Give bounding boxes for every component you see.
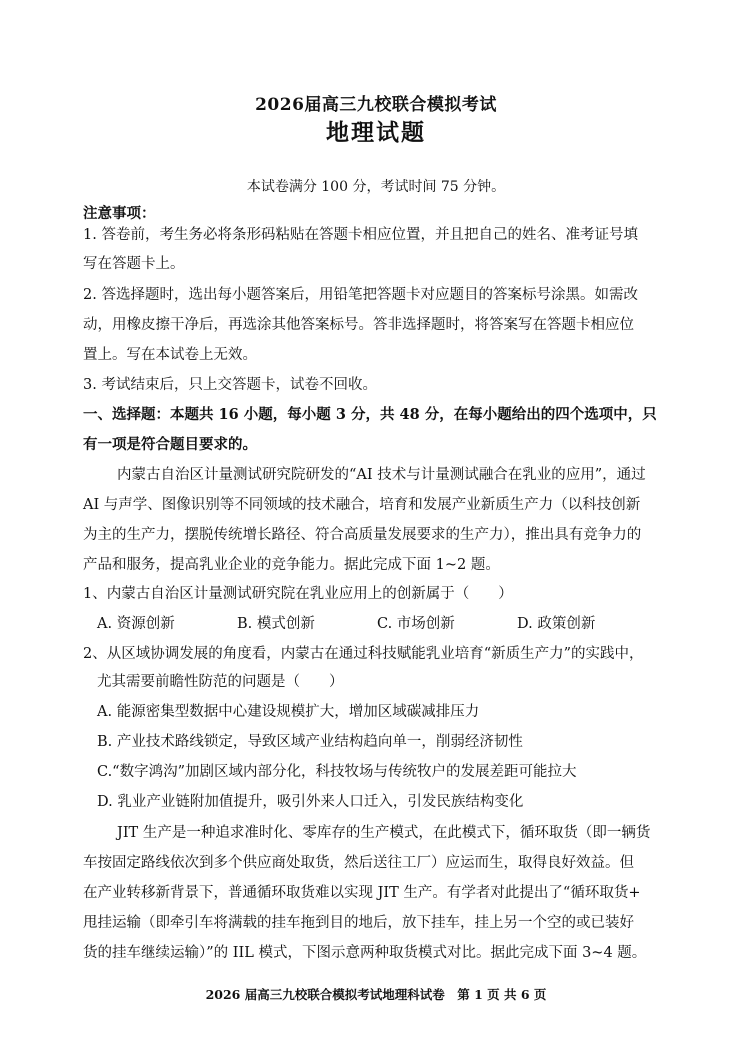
notice-heading: 注意事项： xyxy=(83,205,156,222)
option-b: B. 产业技术路线锁定，导致区域产业结构趋向单一，削弱经济韧性 xyxy=(97,734,523,750)
passage-line: 车按固定路线依次到多个供应商处取货，然后送往工厂）应运而生，取得良好效益。但 xyxy=(83,855,634,871)
section-heading: 有一项是符合题目要求的。 xyxy=(83,436,257,453)
notice-line: 置上。写在本试卷上无效。 xyxy=(83,347,257,363)
question-1-options xyxy=(97,612,673,633)
option-d: D. 乳业产业链附加值提升，吸引外来人口迁入，引发民族结构变化 xyxy=(97,794,524,810)
option-d: D. 政策创新 xyxy=(517,616,596,632)
exam-title: 2026届高三九校联合模拟考试 xyxy=(255,95,497,115)
section-heading: 一、选择题：本题共 16 小题，每小题 3 分，共 48 分，在每小题给出的四个选项中，只 xyxy=(83,406,657,423)
exam-info: 本试卷满分 100 分，考试时间 75 分钟。 xyxy=(246,179,506,195)
passage-line: 为主的生产力，摆脱传统增长路径、符合高质量发展要求的生产力），推出具有竞争力的 xyxy=(83,527,642,543)
option-a: A. 能源密集型数据中心建设规模扩大，增加区域碳减排压力 xyxy=(97,704,480,720)
subject-title: 地理试题 xyxy=(326,119,426,146)
question-2-stem: 2、从区域协调发展的角度看，内蒙古在通过科技赋能乳业培育“新质生产力”的实践中， xyxy=(83,646,644,662)
passage-line: 内蒙古自治区计量测试研究院研发的“AI 技术与计量测试融合在乳业的应用”，通过 xyxy=(117,467,646,483)
question-1-stem: 1、内蒙古自治区计量测试研究院在乳业应用上的创新属于（ ） xyxy=(83,586,513,602)
option-c: C. 市场创新 xyxy=(377,616,455,632)
passage-line: 甩挂运输（即牵引车将满载的挂车拖到目的地后，放下挂车，挂上另一个空的或已装好 xyxy=(83,915,634,931)
passage-line: 产品和服务，提高乳业企业的竞争能力。据此完成下面 1~2 题。 xyxy=(83,557,500,573)
notice-line: 1. 答卷前，考生务必将条形码粘贴在答题卡相应位置，并且把自己的姓名、准考证号填 xyxy=(83,227,638,243)
passage-line: 货的挂车继续运输）”的 IIL 模式，下图示意两种取货模式对比。据此完成下面 3~4 题。 xyxy=(83,945,647,961)
notice-line: 动，用橡皮擦干净后，再选涂其他答案标号。答非选择题时，将答案写在答题卡相应位 xyxy=(83,317,634,333)
passage-line: JIT 生产是一种追求准时化、零库存的生产模式，在此模式下，循环取货（即一辆货 xyxy=(117,825,651,841)
notice-line: 写在答题卡上。 xyxy=(83,256,185,272)
passage-line: 在产业转移新背景下，普通循环取货难以实现 JIT 生产。有学者对此提出了“循环取货+ xyxy=(83,885,641,901)
passage-line: AI 与声学、图像识别等不同领域的技术融合，培育和发展产业新质生产力（以科技创新 xyxy=(83,497,641,513)
page-footer: 2026 届高三九校联合模拟考试地理科试卷 第 1 页 共 6 页 xyxy=(205,987,547,1002)
option-b: B. 模式创新 xyxy=(237,616,315,632)
notice-line: 2. 答选择题时，选出每小题答案后，用铅笔把答题卡对应题目的答案标号涂黑。如需改 xyxy=(83,287,638,303)
notice-line: 3. 考试结束后，只上交答题卡，试卷不回收。 xyxy=(83,377,377,393)
question-2-stem: 尤其需要前瞻性防范的问题是（ ） xyxy=(97,674,344,690)
option-c: C.“数字鸿沟”加剧区域内部分化，科技牧场与传统牧户的发展差距可能拉大 xyxy=(97,764,577,780)
option-a: A. 资源创新 xyxy=(97,616,175,632)
